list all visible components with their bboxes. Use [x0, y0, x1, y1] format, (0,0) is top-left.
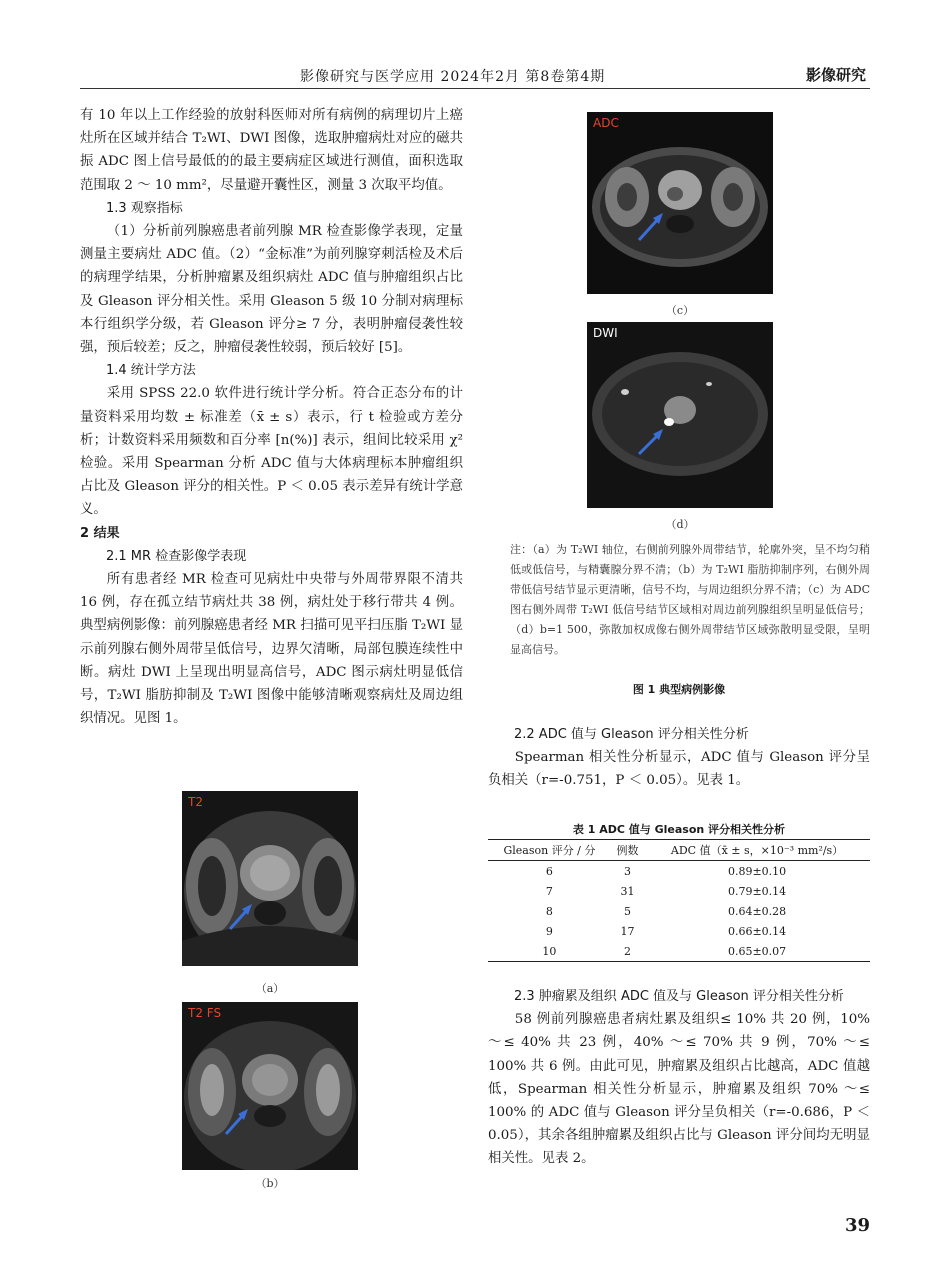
table-cell: 9	[545, 924, 553, 938]
table-adc-gleason	[488, 839, 870, 962]
table-header-row	[488, 840, 870, 861]
table-cell: 3	[624, 864, 631, 878]
table-cell: 0.64±0.28	[727, 904, 787, 918]
table-cell: 0.65±0.07	[644, 941, 870, 962]
heading-2-results: 2 结果	[80, 525, 120, 541]
table-row	[488, 861, 870, 882]
heading-1-3: 1.3 观察指标	[106, 200, 183, 216]
table-cell: 0.89±0.10	[727, 864, 787, 878]
left-column	[80, 104, 463, 730]
table-header-cell: 例数	[611, 840, 644, 861]
page-number: 39	[844, 1215, 870, 1236]
mri-label-t2fs: T2 FS	[188, 1006, 222, 1020]
journal-header: 影像研究与医学应用 2024年2月 第8卷第4期	[300, 69, 606, 85]
table-cell: 31	[620, 884, 635, 898]
paragraph-method-measure: 有 10 年以上工作经验的放射科医师对所有病例的病理切片上癌灶所在区域并结合 T₂WI、DWI 图像，选取肿瘤病灶对应的磁共振 ADC 图上信号最低的的最主要病症区域进行测值，面积选取范围取 2 ～ 10 mm²，尽量避开囊性区，测量 3 次取平均值。	[80, 108, 463, 193]
caption-d: （d）	[665, 518, 695, 531]
table-row	[488, 941, 870, 962]
mri-image-t2fs	[182, 1002, 358, 1170]
caption-a: （a）	[255, 982, 285, 995]
paragraph-statistics: 采用 SPSS 22.0 软件进行统计学分析。符合正态分布的计量资料采用均数 ± 标准差（x̄ ± s）表示，行 t 检验或方差分析；计数资料采用频数和百分率 [n(%)] 表示，组间比较采用 χ² 检验。采用 Spearman 分析 ADC 值与大体病理标本肿瘤组织占比及 Gleason 评分的相关性。P ＜ 0.05 表示差异有统计学意义。	[80, 386, 463, 518]
header-rule	[80, 88, 870, 89]
table-cell: 10	[488, 941, 611, 962]
heading-2-1: 2.1 MR 检查影像学表现	[106, 548, 247, 564]
table-row	[488, 921, 870, 941]
figure-note: 注：（a）为 T₂WI 轴位，右侧前列腺外周带结节，轮廓外突，呈不均匀稍低或低信号，与精囊腺分界不清；（b）为 T₂WI 脂肪抑制序列，右侧外周带低信号结节显示更清晰，信号不均，与周边组织分界不清；（c）为 ADC 图右侧外周带 T₂WI 低信号结节区域相对周边前列腺组织呈明显低信号；（d）b=1 500，弥散加权成像右侧外周带结节区域弥散明显受限，呈明显高信号。	[510, 543, 870, 656]
table-cell: 0.79±0.14	[727, 884, 787, 898]
caption-b: （b）	[255, 1177, 285, 1190]
paragraph-spearman: Spearman 相关性分析显示，ADC 值与 Gleason 评分呈负相关（r=-0.751，P ＜ 0.05）。见表 1。	[488, 750, 870, 789]
table-cell: 17	[620, 924, 635, 938]
table-row	[488, 901, 870, 921]
table-cell: 6	[545, 864, 553, 878]
table-cell: 8	[545, 904, 553, 918]
table-row	[488, 881, 870, 901]
section-2-3	[488, 985, 870, 1171]
table-cell: 5	[624, 904, 631, 918]
table-cell: 0.66±0.14	[727, 924, 787, 938]
heading-2-2: 2.2 ADC 值与 Gleason 评分相关性分析	[514, 727, 749, 742]
mri-label-dwi: DWI	[593, 326, 618, 340]
table-cell: 7	[545, 884, 553, 898]
figure-title: 图 1 典型病例影像	[632, 683, 726, 696]
mri-label-t2: T2	[188, 795, 203, 809]
journal-brand: 影像研究	[805, 66, 866, 84]
heading-2-3: 2.3 肿瘤累及组织 ADC 值及与 Gleason 评分相关性分析	[514, 989, 844, 1004]
caption-c: （c）	[665, 304, 695, 317]
paragraph-mr-findings: 所有患者经 MR 检查可见病灶中央带与外周带界限不清共 16 例，存在孤立结节病灶共 38 例，病灶处于移行带共 4 例。典型病例影像：前列腺癌患者经 MR 扫描可见平扫压脂 T₂WI 显示前列腺右侧外周带呈低信号，边界欠清晰，局部包膜连续性中断。病灶 DWI 上呈现出明显高信号，ADC 图示病灶明显低信号，T₂WI 脂肪抑制及 T₂WI 图像中能够清晰观察病灶及周边组织情况。见图 1。	[80, 572, 463, 727]
table-header-cell: Gleason 评分 / 分	[488, 840, 611, 861]
table-header-cell: ADC 值（x̄ ± s，×10⁻³ mm²/s）	[644, 840, 870, 861]
mri-image-t2	[182, 791, 358, 966]
paragraph-tumor-involvement: 58 例前列腺癌患者病灶累及组织≤ 10% 共 20 例，10% ～≤ 40% 共 23 例，40% ～≤ 70% 共 9 例，70% ～≤ 100% 共 6 例。由此可见，肿瘤累及组织占比越高，ADC 值越低，Spearman 相关性分析显示，肿瘤累及组织 70% ～≤ 100% 的 ADC 值与 Gleason 评分呈负相关（r=-0.686，P ＜ 0.05），其余各组肿瘤累及组织占比与 Gleason 评分间均无明显相关性。见表 2。	[488, 1012, 870, 1167]
mri-image-adc	[587, 112, 773, 294]
section-2-2	[488, 723, 870, 793]
paragraph-observation: （1）分析前列腺癌患者前列腺 MR 检查影像学表现，定量测量主要病灶 ADC 值。（2）“金标准”为前列腺穿刺活检及术后的病理学结果，分析肿瘤累及组织病灶 ADC 值与肿瘤组织占比及 Gleason 评分相关性。采用 Gleason 5 级 10 分制对病理标本行组织学分级，若 Gleason 评分≥ 7 分，表明肿瘤侵袭性较强，预后较差；反之，肿瘤侵袭性较弱，预后较好 [5]。	[80, 224, 463, 356]
heading-1-4: 1.4 统计学方法	[106, 363, 196, 379]
mri-image-dwi	[587, 322, 773, 508]
table-cell: 2	[611, 941, 644, 962]
mri-label-adc: ADC	[593, 116, 619, 130]
table-title: 表 1 ADC 值与 Gleason 评分相关性分析	[572, 823, 786, 836]
